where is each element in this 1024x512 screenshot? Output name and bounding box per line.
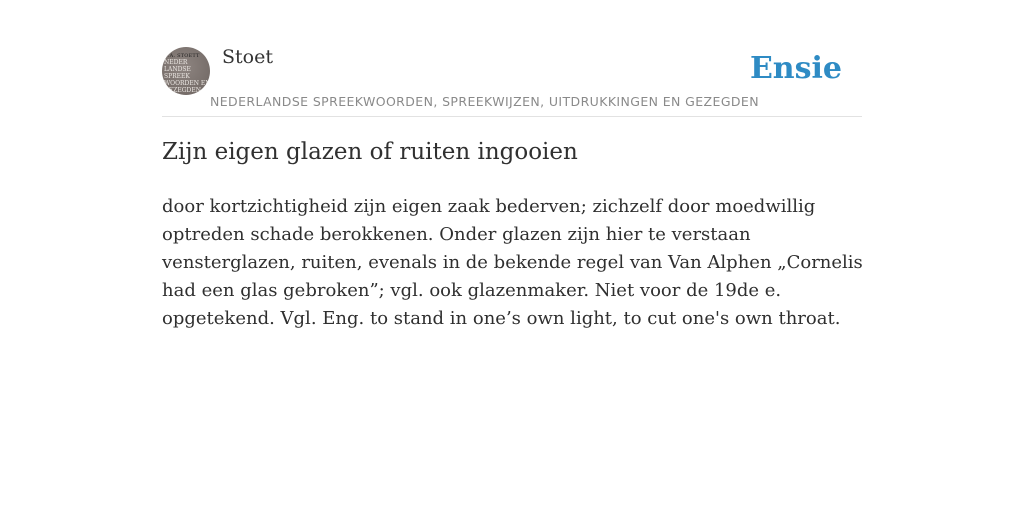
avatar-line: WOORDEN EN — [164, 80, 210, 87]
author-name-link[interactable]: Stoet — [222, 46, 273, 68]
avatar-line: GEZEGDEN — [164, 87, 201, 94]
avatar-line: LANDSE — [164, 66, 191, 73]
avatar-top-text: F.A. STOETT — [165, 53, 200, 59]
avatar-line: SPREEK — [164, 73, 190, 80]
brand-logo-link[interactable]: Ensie — [749, 51, 842, 86]
entry-definition: door kortzichtigheid zijn eigen zaak bederven; zichzelf door moedwillig optreden schade berokkenen. Onder glazen zijn hier te verstaan vensterglazen, ruiten, evenals in de bekende regel van Van Alphen „Cornelis had een glas gebroken”; vgl. ook glazenmaker. Niet voor de 19de e. opgetekend. Vgl. Eng. to stand in one’s own light, to cut one's own throat. — [162, 196, 863, 329]
header — [162, 44, 862, 117]
avatar-line: NEDER — [164, 59, 188, 66]
author-avatar[interactable] — [162, 47, 210, 95]
source-subtitle: NEDERLANDSE SPREEKWOORDEN, SPREEKWIJZEN, UITDRUKKINGEN EN GEZEGDEN — [210, 94, 759, 109]
entry-title: Zijn eigen glazen of ruiten ingooien — [162, 139, 578, 165]
